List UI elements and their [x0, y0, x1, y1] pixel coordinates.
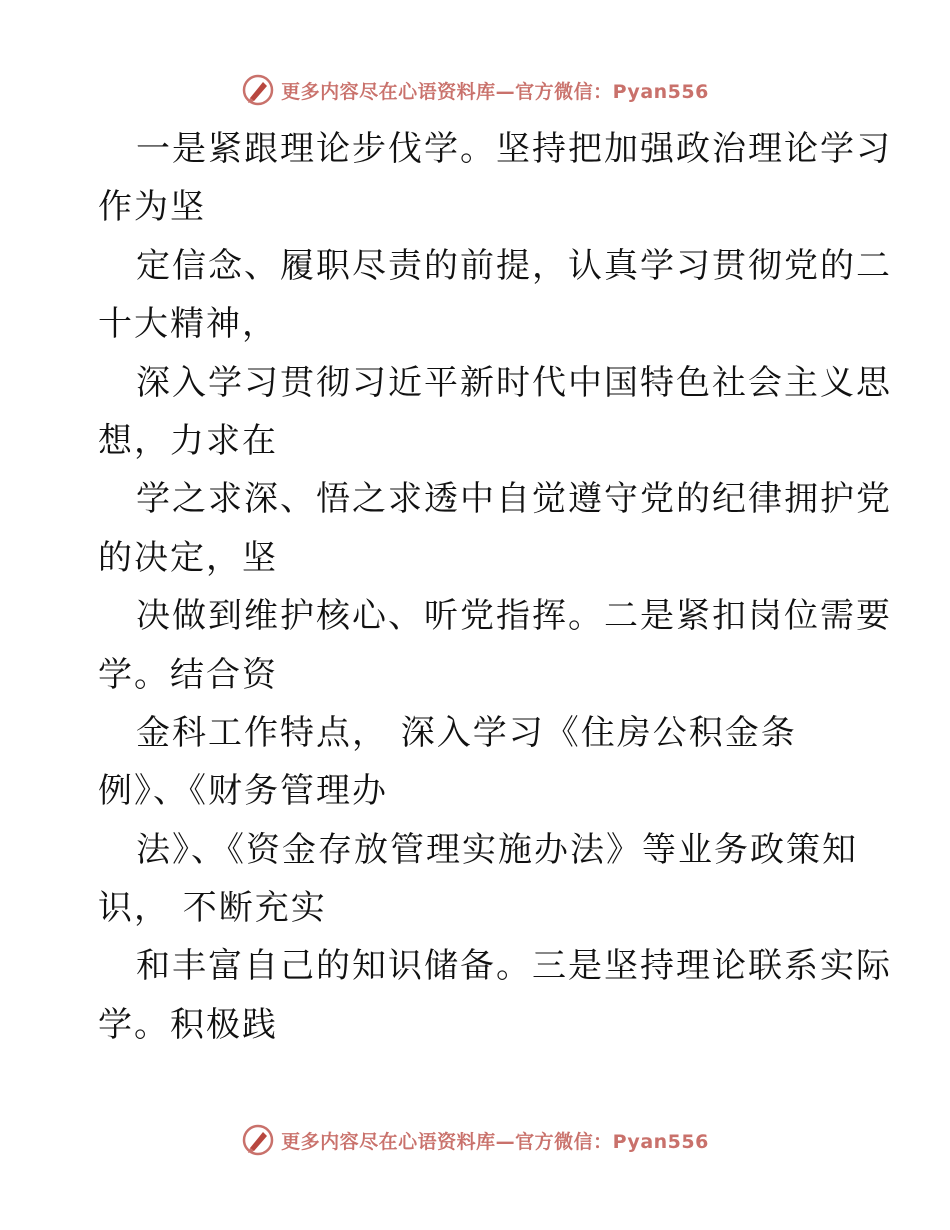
body-line: 金科工作特点， 深入学习《住房公积金条 [136, 712, 797, 753]
body-line: 学之求深、悟之求透中自觉遵守党的纪律拥护党 [136, 479, 892, 520]
footer-banner-text: 更多内容尽在心语资料库—官方微信：Pyan556 [281, 1130, 709, 1153]
body-line: 定信念、履职尽责的前提，认真学习贯彻党的二 [136, 245, 892, 286]
body-line: 一是紧跟理论步伐学。坚持把加强政治理论学习 [136, 129, 892, 169]
body-line: 深入学习贯彻习近平新时代中国特色社会主义思 [136, 362, 892, 403]
body-line: 想，力求在 [98, 420, 278, 461]
body-line: 法》、《资金存放管理实施办法》等业务政策知 [136, 829, 858, 870]
body-line: 学。结合资 [98, 654, 278, 695]
body-line: 决做到维护核心、听党指挥。二是紧扣岗位需要 [136, 596, 892, 637]
document-body [98, 120, 892, 1054]
body-line: 识， 不断充实 [98, 888, 327, 929]
header-banner [0, 70, 950, 110]
body-line: 和丰富自己的知识储备。三是坚持理论联系实际 [136, 946, 892, 987]
body-line: 十大精神， [98, 304, 278, 345]
body-line: 作为坚 [98, 187, 206, 228]
footer-banner [0, 1120, 950, 1160]
body-line: 学。积极践 [98, 1004, 278, 1045]
body-line: 的决定，坚 [98, 537, 278, 578]
pen-logo-icon [241, 73, 275, 107]
pen-logo-icon [241, 1123, 275, 1157]
body-line: 例》、《财务管理办 [98, 771, 388, 812]
header-banner-text: 更多内容尽在心语资料库—官方微信：Pyan556 [281, 80, 709, 103]
